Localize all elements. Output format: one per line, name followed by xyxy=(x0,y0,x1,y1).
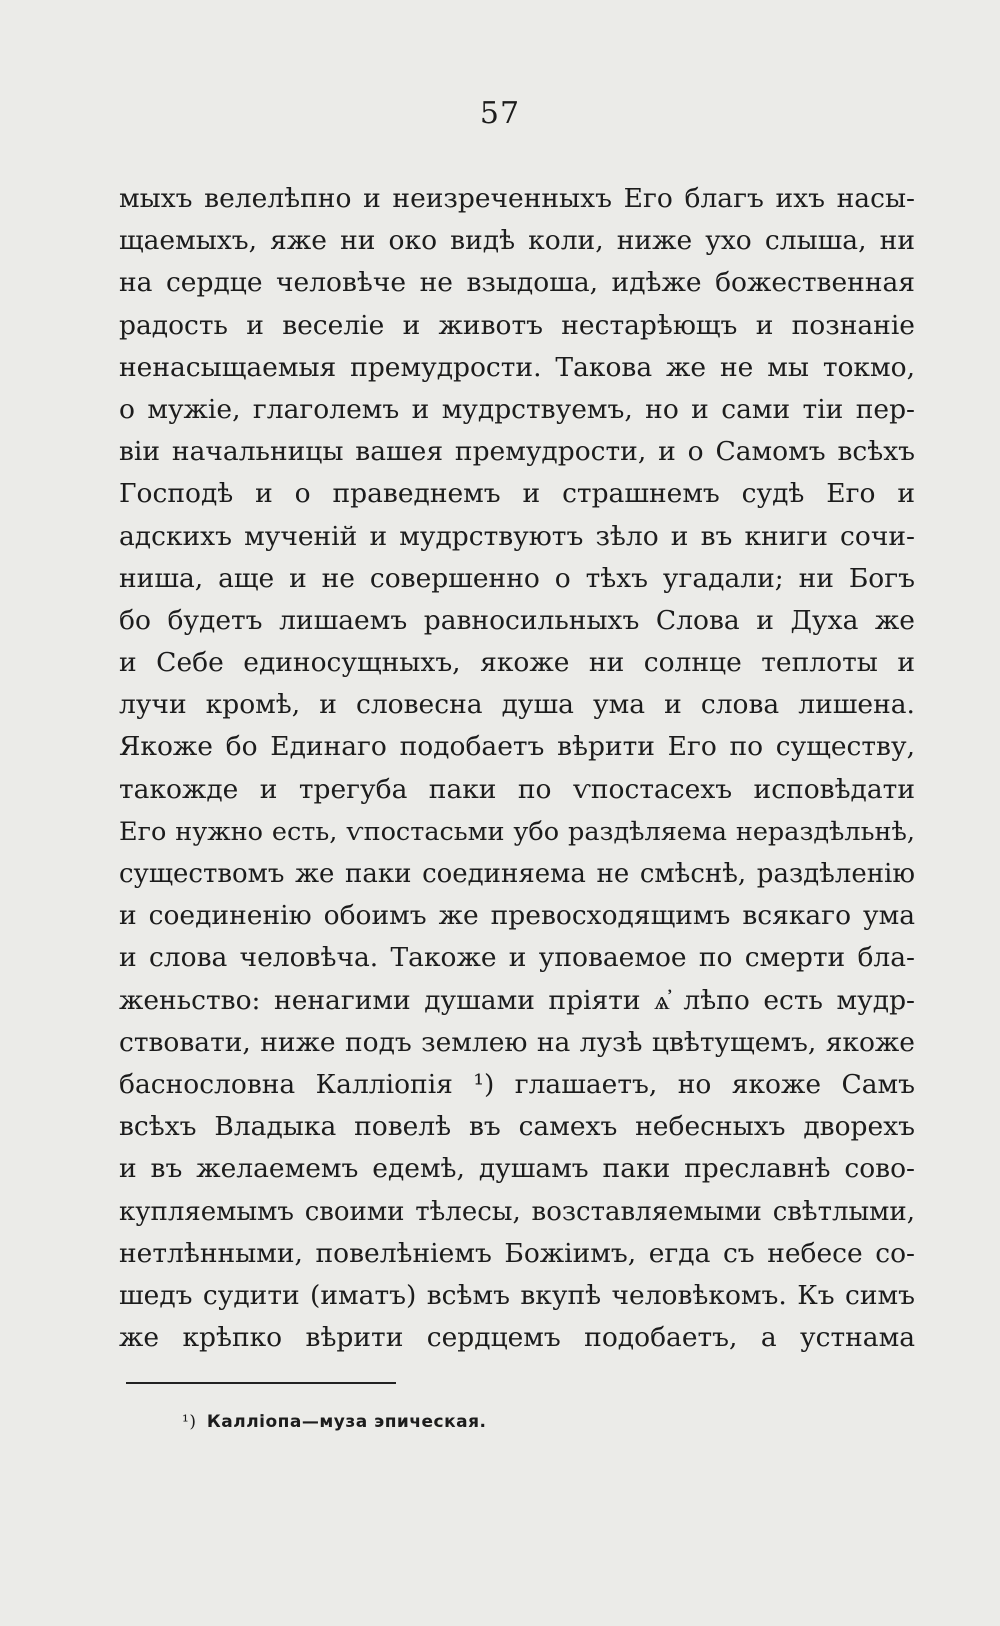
page-number: 57 xyxy=(479,96,521,131)
text-line: віи начальницы вашея премудрости, и о Самомъ всѣхъ xyxy=(119,436,915,468)
text-line: щаемыхъ, яже ни око видѣ коли, ниже ухо слыша, ни xyxy=(119,225,915,257)
text-line: адскихъ мученій и мудрствуютъ зѣло и въ книги сочи- xyxy=(119,520,915,552)
text-line: и слова человѣча. Такоже и уповаемое по смерти бла- xyxy=(119,942,915,974)
text-line: ствовати, ниже подъ землею на лузѣ цвѣтущемъ, якоже xyxy=(119,1026,915,1058)
text-line: же крѣпко вѣрити сердцемъ подобаетъ, а устнама xyxy=(119,1322,915,1354)
text-line: Якоже бо Единаго подобаетъ вѣрити Его по существу, xyxy=(119,731,915,763)
text-line: существомъ же паки соединяема не смѣснѣ, раздѣленію xyxy=(119,859,915,889)
text-line: и Себе единосущныхъ, якоже ни солнце теплоты и xyxy=(119,647,915,679)
text-line: мыхъ велелѣпно и неизреченныхъ Его благъ ихъ насы- xyxy=(119,183,915,214)
text-line: Господѣ и о праведнемъ и страшнемъ судѣ Его и xyxy=(119,478,915,510)
text-line: ненасыщаемыя премудрости. Такова же не мы токмо, xyxy=(119,351,915,383)
text-line: о мужіе, глаголемъ и мудрствуемъ, но и сами тіи пер- xyxy=(119,393,915,425)
text-line: женьство: ненагими душами пріяти ѧ҆ лѣпо есть мудр- xyxy=(119,984,915,1016)
footnote-text: Калліопа—муза эпическая. xyxy=(206,1412,487,1432)
text-line: Его нужно есть, ѵпостасьми убо раздѣляема нераздѣльнѣ, xyxy=(119,816,915,847)
body-text xyxy=(119,178,915,1359)
text-line: такожде и трегуба паки по ѵпостасехъ исповѣдати xyxy=(119,773,915,805)
text-line: баснословна Каллiопія ¹) глашаетъ, но якоже Самъ xyxy=(119,1068,915,1100)
text-line: нетлѣнными, повелѣніемъ Божіимъ, егда съ небесе со- xyxy=(119,1237,915,1269)
footnote xyxy=(182,1412,487,1432)
text-line: всѣхъ Владыка повелѣ въ самехъ небесныхъ дворехъ xyxy=(119,1111,915,1143)
text-line: шедъ судити (иматъ) всѣмъ вкупѣ человѣкомъ. Къ симъ xyxy=(119,1279,915,1311)
text-line: лучи кромѣ, и словесна душа ума и слова лишена. xyxy=(119,689,915,721)
text-line: и соединенію обоимъ же превосходящимъ всякаго ума xyxy=(119,900,915,932)
text-line: радость и веселіе и животъ нестарѣющъ и познаніе xyxy=(119,309,915,341)
text-line: бо будетъ лишаемъ равносильныхъ Слова и Духа же xyxy=(119,604,915,636)
footnote-divider xyxy=(126,1382,396,1384)
footnote-marker: ¹) xyxy=(182,1412,197,1432)
text-line: на сердце человѣче не взыдоша, идѣже божественная xyxy=(119,267,915,299)
text-line: ниша, аще и не совершенно о тѣхъ угадали; ни Богъ xyxy=(119,562,915,594)
text-line: и въ желаемемъ едемѣ, душамъ паки преславнѣ сово- xyxy=(119,1153,915,1185)
text-line: купляемымъ своими тѣлесы, возставляемыми свѣтлыми, xyxy=(119,1196,915,1227)
